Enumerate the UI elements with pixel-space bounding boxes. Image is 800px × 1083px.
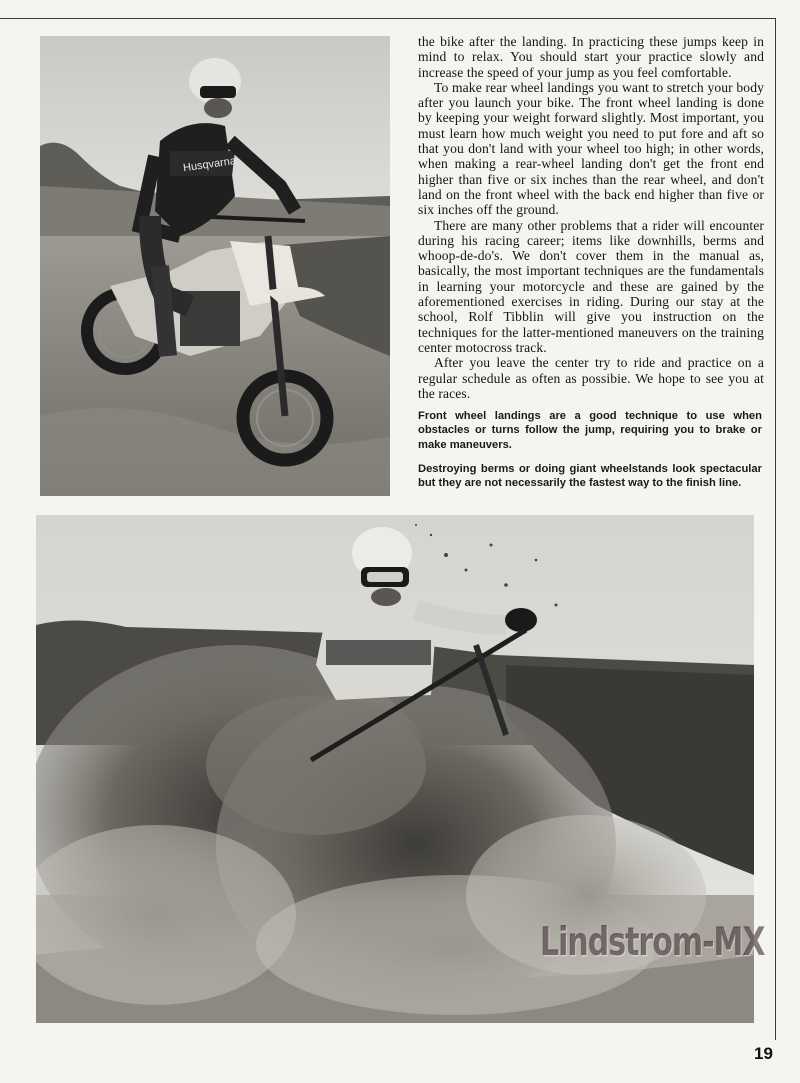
watermark-logo: Lindstrom-MX [540,920,765,966]
photo-front-wheel-landing [40,36,390,496]
article-paragraph: the bike after the landing. In practicing these jumps keep in mind to relax. You should start your practice slowly and increase the speed of your jump as you feel comfortable. [418,34,764,80]
caption-berms: Destroying berms or doing giant wheelstands look spectacular but they are not necessarily the fastest way to the finish line. [418,463,762,490]
article-paragraph: To make rear wheel landings you want to stretch your body after you launch your bike. The front wheel landing is done by keeping your weight forward slightly. Most important, you must learn how much weight you need to put fore and aft so that you don't land with your wheel too high; in other words, when making a rear-wheel landing don't get the front end higher than five or six inches than the rear wheel, and don't land on the front wheel with the back end higher than five or six inches off the ground. [418,79,764,218]
article-paragraph: After you leave the center try to ride and practice on a regular schedule as often as possibie. We hope to see you at the races. [418,355,764,401]
article-paragraph: There are many other problems that a rider will encounter during his racing career; items like downhills, berms and whoop-de-do's. We don't cover them in the manual as, basically, the most important techniques are the fundamentals in learning your motorcycle and these are gained by the aforementioned exercises in riding. During our stay at the school, Rolf Tibblin will give you instruction on the techniques for the latter-mentioned maneuvers on the training center motocross track. [418,217,764,355]
jersey-logo-text: Husqvarna [182,155,237,175]
caption-front-wheel-landing: Front wheel landings are a good technique to use when obstacles or turns follow the jump, requiring you to brake or make maneuvers. [418,410,762,451]
page-number: 19 [754,1044,773,1063]
page-top-rule [0,18,775,19]
article-body [418,34,764,401]
page-right-rule [775,18,776,1040]
